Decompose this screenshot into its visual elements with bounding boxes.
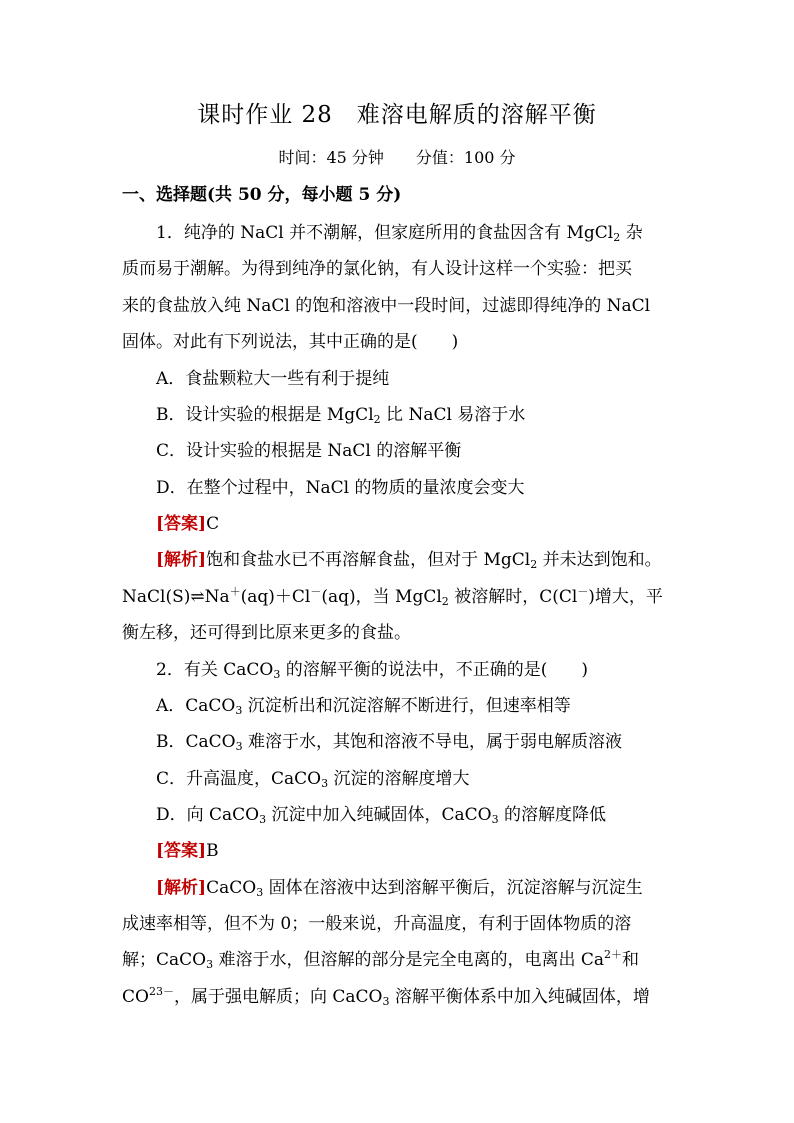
answer-value: C (206, 514, 220, 534)
q2-analysis-line3: 解；CaCO$_3$ 难溶于水，但溶解的部分是完全电离的，电离出 $Ca^{2+}$和 (122, 948, 640, 971)
q2-analysis-line4: $CO^{23-}$，属于强电解质；向 CaCO$_3$ 溶解平衡体系中加入纯碱固体，增 (122, 985, 650, 1008)
q1-answer (156, 509, 219, 534)
q1-stem-line4: 固体。对此有下列说法，其中正确的是( ) (122, 332, 459, 352)
q2-option-b: B．CaCO$_3$ 难溶于水，其饱和溶液不导电，属于弱电解质溶液 (156, 732, 622, 753)
q2-answer (156, 836, 219, 861)
page-subtitle: 时间：45 分钟 分值：100 分 (278, 148, 516, 167)
q1-analysis-line1: [解析]饱和食盐水已不再溶解食盐，但对于 MgCl$_2$ 并未达到饱和。 (156, 550, 662, 571)
answer-value: B (206, 841, 219, 861)
q2-option-a: A．CaCO$_3$ 沉淀析出和沉淀溶解不断进行，但速率相等 (156, 696, 571, 717)
q1-analysis-line2: NaCl(S)⇌Na＋(aq)＋Cl－(aq)，当 MgCl$_2$ 被溶解时，C(Cl－)增大，平 (122, 585, 663, 608)
analysis-tag: [解析] (156, 550, 207, 570)
equilibrium-arrow: ⇌ (190, 587, 205, 607)
q1-option-a: A．食盐颗粒大一些有利于提纯 (156, 369, 390, 389)
q2-option-d: D．向 CaCO$_3$ 沉淀中加入纯碱固体，CaCO$_3$ 的溶解度降低 (156, 805, 607, 826)
q1-option-b: B．设计实验的根据是 MgCl$_2$ 比 NaCl 易溶于水 (156, 405, 526, 426)
q1-stem-line3: 来的食盐放入纯 NaCl 的饱和溶液中一段时间，过滤即得纯净的 NaCl (122, 296, 651, 316)
answer-tag: [答案] (156, 841, 207, 861)
q1-stem-line1 (156, 218, 674, 243)
q2-analysis-line2: 成速率相等，但不为 0；一般来说，升高温度，有利于固体物质的溶 (122, 914, 632, 934)
q2-analysis-line1: [解析]CaCO$_3$ 固体在溶液中达到溶解平衡后，沉淀溶解与沉淀生 (156, 878, 643, 899)
analysis-tag: [解析] (156, 878, 207, 898)
q1-stem-line1-text: 1．纯净的 NaCl 并不潮解，但家庭所用的食盐因含有 MgCl$_2$ 杂 (156, 223, 643, 244)
q1-option-c: C．设计实验的根据是 NaCl 的溶解平衡 (156, 441, 462, 461)
page-title: 课时作业 28 难溶电解质的溶解平衡 (197, 102, 597, 128)
q2-option-c: C．升高温度，CaCO$_3$ 沉淀的溶解度增大 (156, 769, 470, 790)
q1-stem-line2: 质而易于潮解。为得到纯净的氯化钠，有人设计这样一个实验：把买 (122, 259, 632, 279)
q1-option-d: D．在整个过程中，NaCl 的物质的量浓度会变大 (156, 478, 525, 498)
q1-analysis-line3: 衡左移，还可得到比原来更多的食盐。 (122, 623, 411, 643)
answer-tag: [答案] (156, 514, 207, 534)
q2-stem: 2．有关 CaCO$_3$ 的溶解平衡的说法中，不正确的是( ) (156, 660, 588, 681)
section-heading: 一、选择题(共 50 分，每小题 5 分) (122, 185, 402, 205)
